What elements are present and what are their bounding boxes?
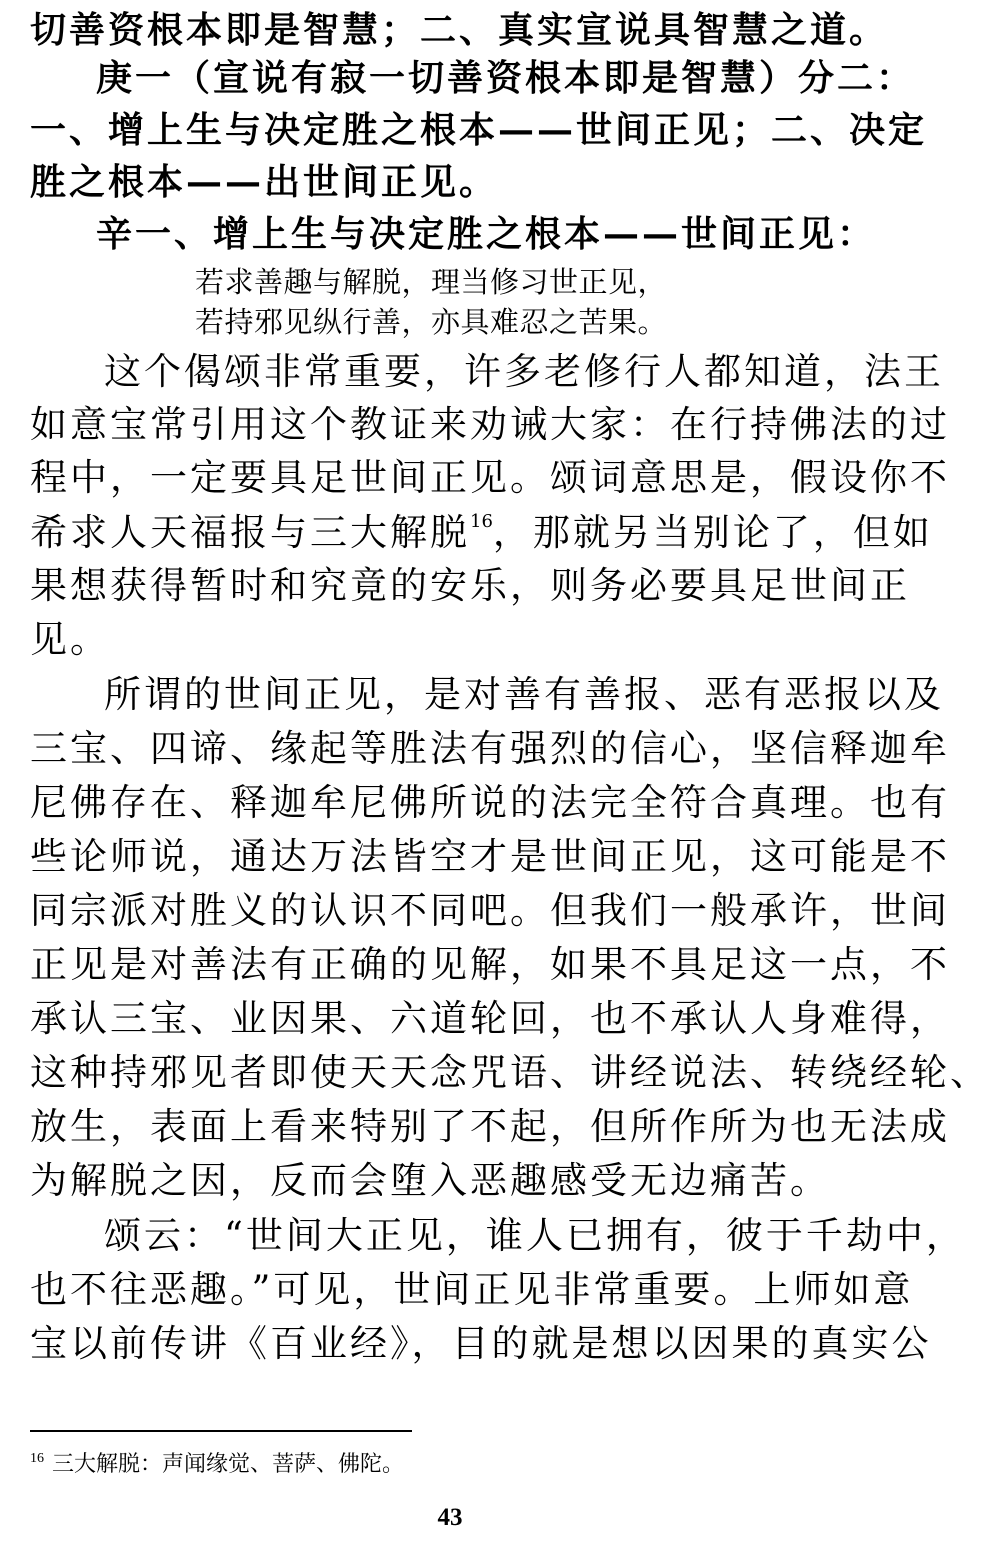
verse-line-2: 若持邪见纵行善，亦具难忍之苦果。 [195,305,668,339]
paragraph-line: 同宗派对胜义的认识不同吧。但我们一般承许，世间 [30,889,950,932]
paragraph-line: 正见是对善法有正确的见解，如果不具足这一点，不 [30,943,950,986]
paragraph-line: 尼佛存在、释迦牟尼佛所说的法完全符合真理。也有 [30,781,950,824]
section-heading-geng1: 庚一（宣说有寂一切善资根本即是智慧）分二： [96,57,916,99]
paragraph-line: 放生，表面上看来特别了不起，但所作所为也无法成 [30,1105,950,1148]
paragraph-line: 程中，一定要具足世间正见。颂词意思是，假设你不 [30,456,950,499]
footnote [30,1442,404,1482]
text-span: 希求人天福报与三大解脱 [30,511,470,554]
paragraph-line: 见。 [30,618,110,661]
paragraph-line: 所谓的世间正见，是对善有善报、恶有恶报以及 [104,673,944,716]
footnote-divider [30,1430,412,1432]
paragraph-line: 承认三宝、业因果、六道轮回，也不承认人身难得， [30,997,950,1040]
text-span: ，那就另当别论了，但如 [492,511,933,554]
section-heading-xin1: 辛一、增上生与决定胜之根本——世间正见： [96,213,877,255]
footnote-reference: 16 [470,511,493,532]
paragraph-line-with-footnote-ref [30,505,933,561]
footnote-text: 三大解脱：声闻缘觉、菩萨、佛陀。 [52,1452,405,1477]
verse-line-1: 若求善趣与解脱，理当修习世正见， [195,265,668,299]
paragraph-line: 为解脱之因，反而会堕入恶趣感受无边痛苦。 [30,1159,830,1202]
footnote-number: 16 [30,1451,44,1466]
text-line: 一、增上生与决定胜之根本——世间正见；二、决定 [30,109,928,151]
page-number: 43 [437,1504,463,1531]
paragraph-line: 三宝、四谛、缘起等胜法有强烈的信心，坚信释迦牟 [30,727,950,770]
text-line: 胜之根本——出世间正见。 [30,161,499,203]
paragraph-line: 些论师说，通达万法皆空才是世间正见，这可能是不 [30,835,950,878]
paragraph-line: 果想获得暂时和究竟的安乐，则务必要具足世间正 [30,564,910,607]
paragraph-line: 也不往恶趣。”可见，世间正见非常重要。上师如意 [30,1268,914,1311]
paragraph-line: 这种持邪见者即使天天念咒语、讲经说法、转绕经轮、 [30,1051,990,1094]
paragraph-line: 宝以前传讲《百业经》，目的就是想以因果的真实公 [30,1322,932,1365]
text-line: 切善资根本即是智慧；二、真实宣说具智慧之道。 [30,9,889,51]
paragraph-line: 如意宝常引用这个教证来劝诫大家：在行持佛法的过 [30,403,950,446]
paragraph-line: 颂云：“世间大正见，谁人已拥有，彼于千劫中， [104,1214,966,1257]
paragraph-line: 这个偈颂非常重要，许多老修行人都知道，法王 [104,350,944,393]
